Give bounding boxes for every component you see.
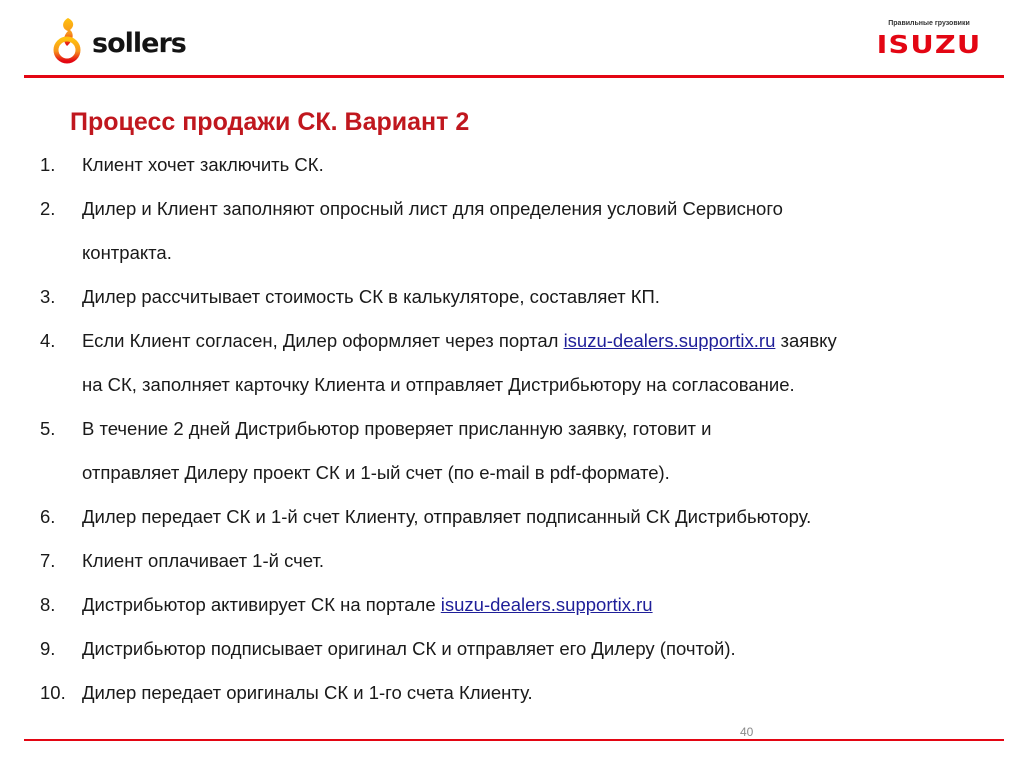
step-text: Клиент хочет заключить СК.: [82, 154, 324, 175]
step-text: В течение 2 дней Дистрибьютор проверяет присланную заявку, готовит и отправляет Дилеру проект СК и 1-ый счет (по e-mail в pdf-формате).: [82, 418, 712, 483]
header-divider: [24, 75, 1004, 78]
isuzu-logo: [874, 20, 984, 59]
step-text: Дилер передает СК и 1-й счет Клиенту, отправляет подписанный СК Дистрибьютору.: [82, 506, 812, 527]
step-number: 7.: [40, 550, 56, 571]
step-number: 4.: [40, 330, 56, 351]
step-text: Дилер рассчитывает стоимость СК в калькуляторе, составляет КП.: [82, 286, 660, 307]
step-number: 10.: [40, 682, 66, 703]
portal-link[interactable]: isuzu-dealers.supportix.ru: [563, 330, 776, 351]
page-number: 40: [740, 725, 754, 739]
step-number: 8.: [40, 594, 56, 615]
sollers-logo: [52, 16, 186, 66]
step-text: Клиент оплачивает 1-й счет.: [82, 550, 325, 571]
step-9: [40, 627, 990, 671]
sollers-wordmark: sollers: [92, 27, 186, 59]
step-number: 2.: [40, 198, 56, 219]
isuzu-wordmark: ISUZU: [876, 30, 982, 59]
portal-link[interactable]: isuzu-dealers.supportix.ru: [440, 594, 653, 615]
step-4: [40, 319, 990, 407]
step-7: [40, 539, 990, 583]
step-text: Дилер передает оригиналы СК и 1-го счета Клиенту.: [82, 682, 533, 703]
step-text: Дистрибьютор подписывает оригинал СК и отправляет его Дилеру (почтой).: [82, 638, 736, 659]
step-number: 5.: [40, 418, 56, 439]
step-6: [40, 495, 990, 539]
step-1: [40, 143, 990, 187]
sollers-mark-icon: [52, 16, 88, 66]
step-3: [40, 275, 990, 319]
step-number: 9.: [40, 638, 56, 659]
step-text: Если Клиент согласен, Дилер оформляет через портал isuzu-dealers.supportix.ru заявку на СК, заполняет карточку Клиента и отправляет Дистрибьютору на согласование.: [82, 330, 837, 395]
step-number: 6.: [40, 506, 56, 527]
step-5: [40, 407, 990, 495]
step-number: 1.: [40, 154, 56, 175]
step-10: [40, 671, 990, 715]
process-steps: [40, 143, 990, 715]
step-text: Дистрибьютор активирует СК на портале isuzu-dealers.supportix.ru: [82, 594, 653, 615]
step-8: [40, 583, 990, 627]
slide-title: Процесс продажи СК. Вариант 2: [70, 108, 470, 136]
footer-divider: [24, 739, 1004, 741]
step-text: Дилер и Клиент заполняют опросный лист для определения условий Сервисного контракта.: [82, 198, 783, 263]
slide-header: [0, 0, 1024, 80]
step-number: 3.: [40, 286, 56, 307]
isuzu-tagline: Правильные грузовики: [888, 20, 970, 27]
step-2: [40, 187, 990, 275]
